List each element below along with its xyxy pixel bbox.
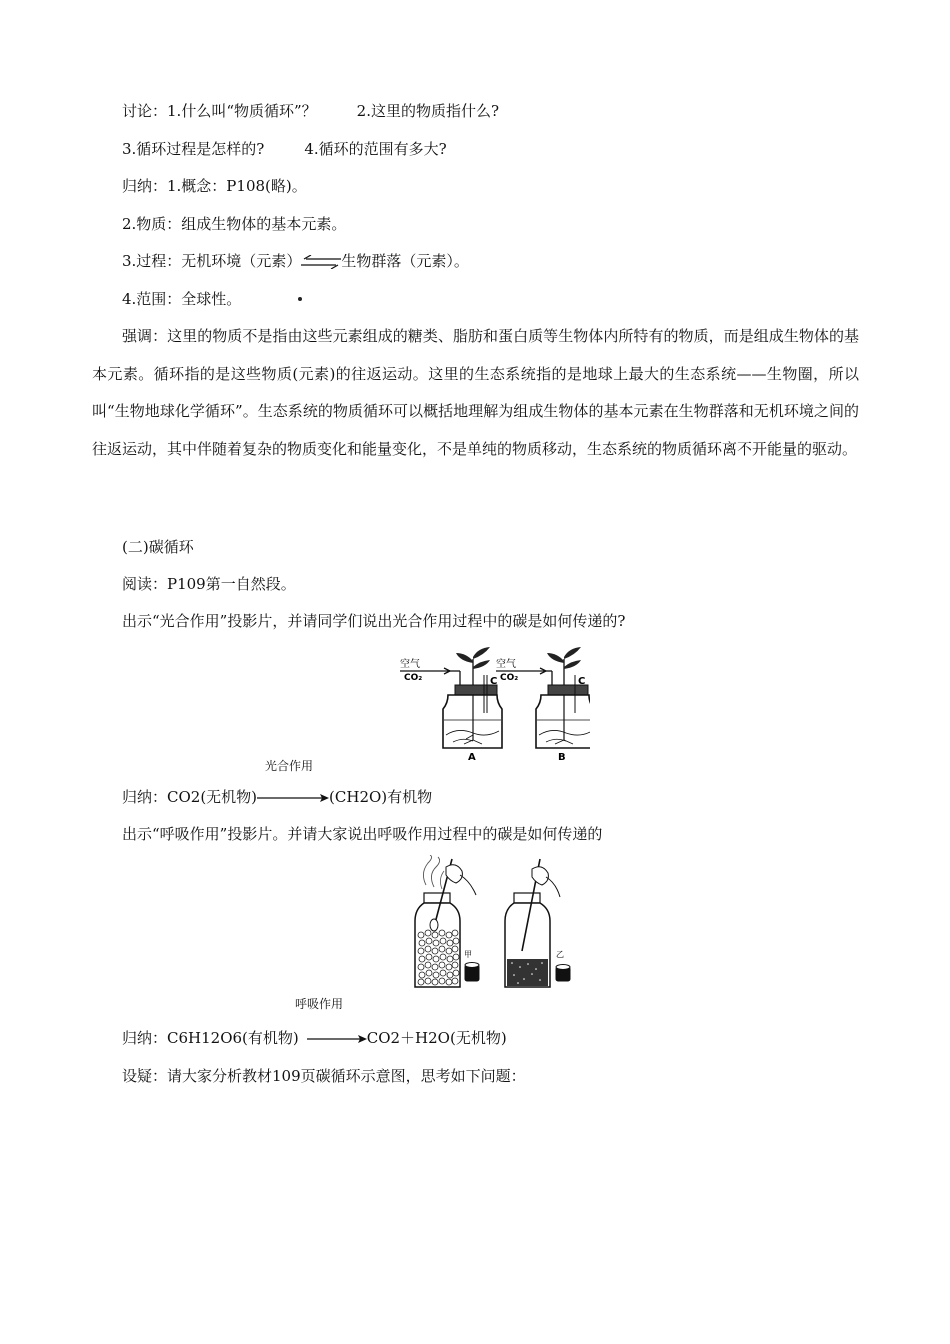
question-2: 2.这里的物质指什么?	[356, 102, 500, 120]
reversible-arrow-icon	[301, 255, 341, 269]
emphasis-paragraph: 强调：这里的物质不是指由这些元素组成的糖类、脂肪和蛋白质等生物体内所特有的物质，而是组成生物体的基本元素。循环指的是这些物质(元素)的往返运动。这里的生态系统指的是地球上最大的生态系统——生物圈，所以叫“生物地球化学循环”。生态系统的物质循环可以概括地理解为组成生物体的基本元素在生物群落和无机环境之间的往返运动，其中伴随着复杂的物质变化和能量变化，不是单纯的物质移动，生态系统的物质循环离不开能量的驱动。	[92, 327, 859, 458]
right-arrow-icon	[307, 1034, 367, 1044]
label-a: A	[468, 752, 476, 763]
resp-summary-inorganic: CO2＋H2O(无机物)	[366, 1029, 507, 1047]
respiration-prompt: 出示“呼吸作用”投影片。并请大家说出呼吸作用过程中的碳是如何传递的	[122, 825, 603, 843]
discussion-label: 讨论：	[122, 102, 168, 120]
photo-summary-organic: (CH2O)有机物	[329, 788, 433, 806]
air-label-b: 空气	[496, 659, 516, 670]
process-inorganic: 3.过程：无机环境（元素）	[122, 252, 302, 270]
question-3: 3.循环过程是怎样的?	[122, 140, 265, 158]
label-b: B	[558, 752, 566, 763]
question-4: 4.循环的范围有多大?	[304, 140, 447, 158]
stray-dot	[298, 297, 302, 301]
question-1: 1.什么叫“物质循环”？	[167, 102, 317, 120]
discussion-line-1	[122, 101, 499, 121]
summary-scope: 4.范围：全球性。	[122, 290, 242, 308]
jar-yi	[505, 859, 570, 987]
yi-label: 乙	[556, 950, 564, 959]
bottle-a	[400, 647, 502, 763]
photosynthesis-figure	[398, 645, 590, 765]
section-heading: (二)碳循环	[122, 538, 194, 556]
air-label-a: 空气	[400, 659, 420, 670]
process-community: 生物群落（元素）。	[341, 252, 469, 270]
co2-label-b: CO₂	[500, 673, 519, 683]
co2-label-a: CO₂	[404, 673, 423, 683]
c-label-b: C	[578, 676, 586, 687]
summary-concept: 归纳：1.概念：P108(略)。	[122, 177, 307, 195]
right-arrow-icon	[257, 793, 329, 803]
jia-label: 甲	[464, 950, 472, 959]
bottle-b	[496, 647, 590, 763]
respiration-summary	[122, 1028, 507, 1048]
photosynthesis-caption: 光合作用	[265, 759, 314, 773]
jar-jia	[415, 855, 479, 987]
reading-instruction: 阅读：P109第一自然段。	[122, 575, 296, 593]
photosynthesis-prompt: 出示“光合作用”投影片，并请同学们说出光合作用过程中的碳是如何传递的?	[122, 612, 626, 630]
photo-summary-inorganic: 归纳：CO2(无机物)	[122, 788, 258, 806]
respiration-figure	[412, 855, 582, 995]
photosynthesis-summary	[122, 787, 432, 807]
resp-summary-organic: 归纳：C6H12O6(有机物)	[122, 1029, 299, 1047]
summary-process	[122, 251, 469, 271]
summary-substance: 2.物质：组成生物体的基本元素。	[122, 215, 347, 233]
discussion-line-2	[122, 139, 447, 159]
c-label-a: C	[490, 676, 498, 687]
respiration-caption: 呼吸作用	[295, 997, 344, 1011]
question-prompt: 设疑：请大家分析教材109页碳循环示意图，思考如下问题：	[122, 1067, 526, 1085]
